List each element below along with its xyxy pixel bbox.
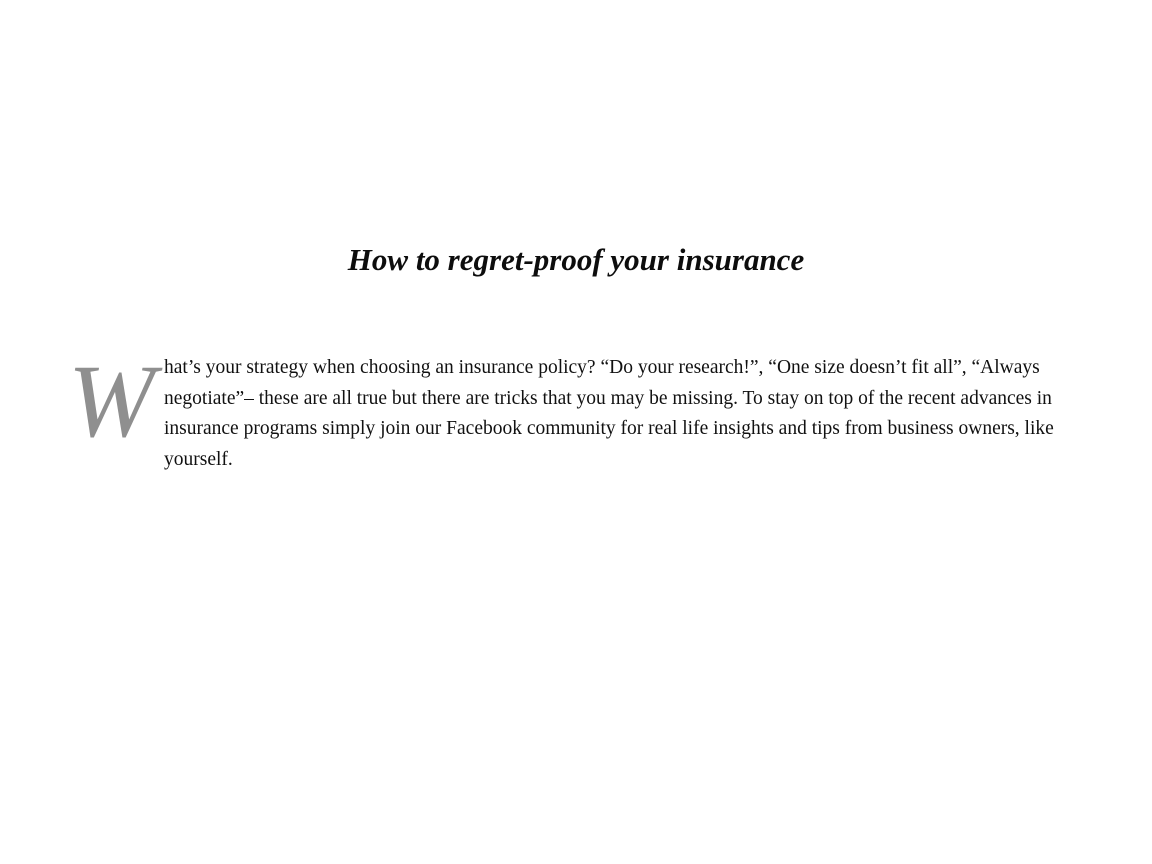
- article-title: How to regret-proof your insurance: [347, 242, 805, 277]
- article-body-text: hat’s your strategy when choosing an insurance policy? “Do your research!”, “One size doesn’t fit all”, “Always negotiate”– these are all true but there are tricks that you may be missing. To stay on top of the recent advances in insurance programs simply join our Facebook community for real life insights and tips from business owners, like yourself.: [164, 357, 1054, 470]
- drop-cap-letter: W: [68, 344, 155, 459]
- article-paragraph: [68, 344, 1067, 475]
